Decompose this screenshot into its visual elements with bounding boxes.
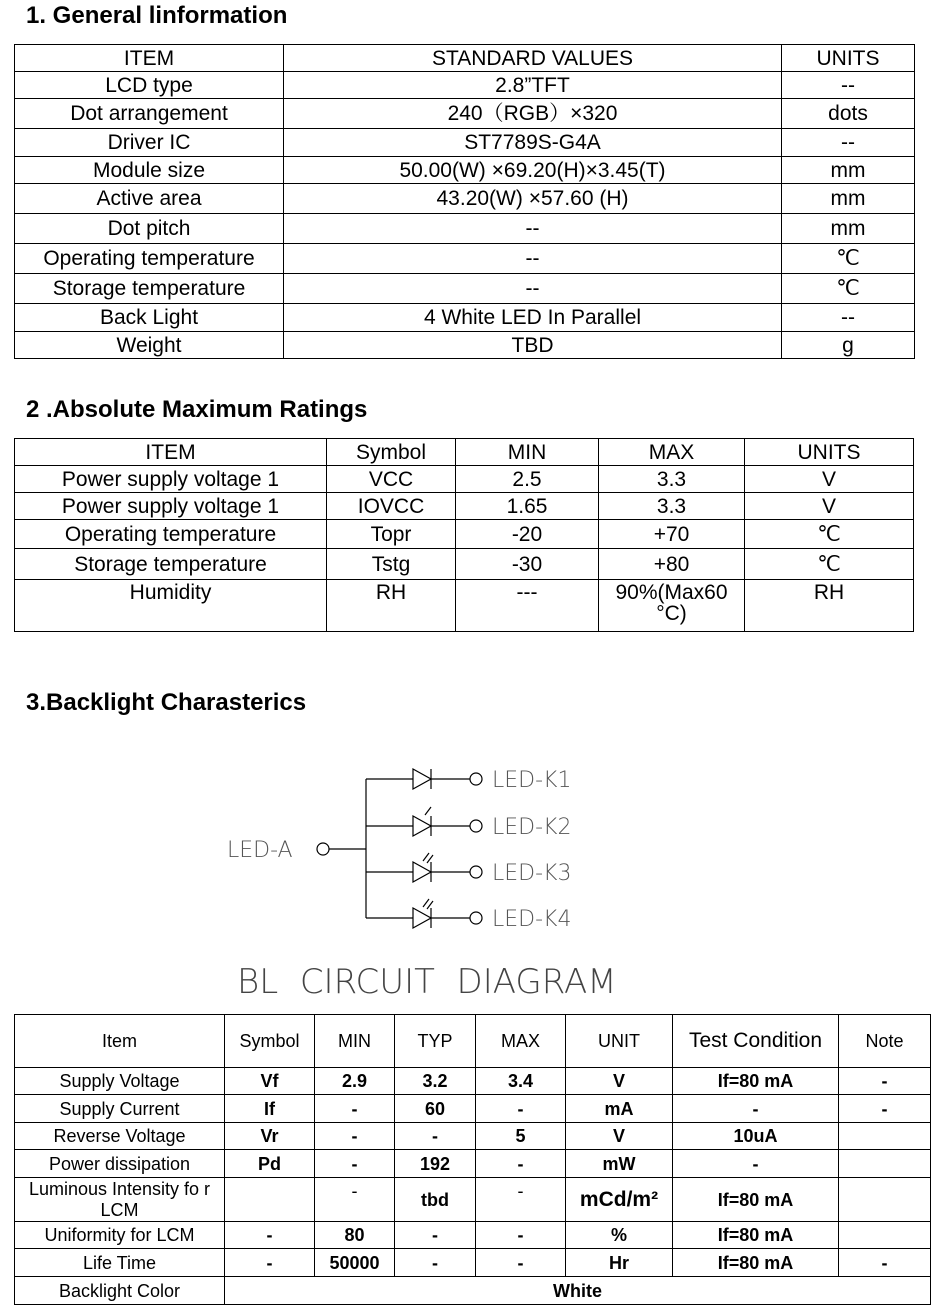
max-cell: +70 bbox=[599, 520, 745, 549]
header-cell: UNIT bbox=[566, 1015, 673, 1068]
symbol-cell: - bbox=[225, 1222, 315, 1249]
min-cell: - bbox=[315, 1150, 395, 1178]
table-row bbox=[15, 1178, 931, 1222]
section-title-general: 1. General linformation bbox=[26, 2, 288, 29]
condition-cell: If=80 mA bbox=[673, 1178, 839, 1222]
item-cell: Backlight Color bbox=[15, 1277, 225, 1305]
condition-cell: If=80 mA bbox=[673, 1222, 839, 1249]
max-cell: 3.4 bbox=[476, 1068, 566, 1095]
unit-cell: ℃ bbox=[745, 549, 914, 580]
unit-cell: mCd/m² bbox=[566, 1178, 673, 1222]
symbol-cell: Vf bbox=[225, 1068, 315, 1095]
general-info-table bbox=[14, 44, 915, 359]
typ-cell: - bbox=[395, 1123, 476, 1150]
max-cell: 3.3 bbox=[599, 493, 745, 520]
value-cell: TBD bbox=[284, 332, 782, 359]
header-cell: TYP bbox=[395, 1015, 476, 1068]
min-cell: 2.5 bbox=[456, 466, 599, 493]
item-cell: LCD type bbox=[15, 72, 284, 99]
unit-cell: mA bbox=[566, 1095, 673, 1123]
item-cell: Storage temperature bbox=[15, 274, 284, 304]
led-k2-label: LED-K2 bbox=[492, 815, 572, 840]
min-cell: - bbox=[315, 1178, 395, 1222]
min-cell: --- bbox=[456, 580, 599, 632]
table-row bbox=[15, 520, 914, 549]
table-row bbox=[15, 244, 915, 274]
item-cell: Active area bbox=[15, 184, 284, 214]
header-cell: UNITS bbox=[745, 439, 914, 466]
led-diode-icon bbox=[366, 807, 482, 836]
led-a-terminal-icon bbox=[317, 843, 329, 855]
header-cell: Note bbox=[839, 1015, 931, 1068]
item-cell: Weight bbox=[15, 332, 284, 359]
unit-cell: mm bbox=[782, 157, 915, 184]
note-cell bbox=[839, 1150, 931, 1178]
header-cell: MAX bbox=[599, 439, 745, 466]
typ-cell: 3.2 bbox=[395, 1068, 476, 1095]
typ-cell: 60 bbox=[395, 1095, 476, 1123]
header-cell: ITEM bbox=[15, 45, 284, 72]
unit-cell: Hr bbox=[566, 1249, 673, 1277]
table-row bbox=[15, 184, 915, 214]
table-row bbox=[15, 332, 915, 359]
section-title-absolute: 2 .Absolute Maximum Ratings bbox=[26, 396, 368, 423]
note-cell: - bbox=[839, 1095, 931, 1123]
condition-cell: If=80 mA bbox=[673, 1249, 839, 1277]
min-cell: 1.65 bbox=[456, 493, 599, 520]
symbol-cell: - bbox=[225, 1249, 315, 1277]
table-row bbox=[15, 214, 915, 244]
max-cell: - bbox=[476, 1249, 566, 1277]
table-header-row bbox=[15, 45, 915, 72]
unit-cell: ℃ bbox=[745, 520, 914, 549]
unit-cell: V bbox=[566, 1123, 673, 1150]
table-row bbox=[15, 304, 915, 332]
min-cell: 2.9 bbox=[315, 1068, 395, 1095]
item-cell: Life Time bbox=[15, 1249, 225, 1277]
header-cell: Symbol bbox=[327, 439, 456, 466]
item-cell: Supply Voltage bbox=[15, 1068, 225, 1095]
symbol-cell: Tstg bbox=[327, 549, 456, 580]
min-cell: - bbox=[315, 1095, 395, 1123]
condition-cell: - bbox=[673, 1095, 839, 1123]
symbol-cell: Topr bbox=[327, 520, 456, 549]
item-cell: Power dissipation bbox=[15, 1150, 225, 1178]
backlight-color-value: White bbox=[225, 1277, 931, 1305]
unit-cell: V bbox=[745, 466, 914, 493]
header-cell: MIN bbox=[315, 1015, 395, 1068]
table-row bbox=[15, 1150, 931, 1178]
led-diode-icon bbox=[366, 899, 482, 928]
table-row bbox=[15, 580, 914, 632]
header-cell: STANDARD VALUES bbox=[284, 45, 782, 72]
typ-cell: 192 bbox=[395, 1150, 476, 1178]
value-cell: 50.00(W) ×69.20(H)×3.45(T) bbox=[284, 157, 782, 184]
note-cell bbox=[839, 1178, 931, 1222]
unit-cell: V bbox=[745, 493, 914, 520]
min-cell: -20 bbox=[456, 520, 599, 549]
item-cell: Back Light bbox=[15, 304, 284, 332]
max-cell: - bbox=[476, 1150, 566, 1178]
symbol-cell: If bbox=[225, 1095, 315, 1123]
header-cell: MIN bbox=[456, 439, 599, 466]
unit-cell: mW bbox=[566, 1150, 673, 1178]
backlight-table bbox=[14, 1014, 931, 1305]
table-row bbox=[15, 157, 915, 184]
item-cell: Dot arrangement bbox=[15, 99, 284, 129]
item-cell: Uniformity for LCM bbox=[15, 1222, 225, 1249]
table-row bbox=[15, 1068, 931, 1095]
table-row bbox=[15, 72, 915, 99]
max-cell: - bbox=[476, 1178, 566, 1222]
typ-cell: - bbox=[395, 1249, 476, 1277]
symbol-cell: VCC bbox=[327, 466, 456, 493]
unit-cell: V bbox=[566, 1068, 673, 1095]
unit-cell: -- bbox=[782, 129, 915, 157]
unit-cell: g bbox=[782, 332, 915, 359]
table-row bbox=[15, 466, 914, 493]
item-cell: Module size bbox=[15, 157, 284, 184]
min-cell: 80 bbox=[315, 1222, 395, 1249]
header-cell: Item bbox=[15, 1015, 225, 1068]
value-cell: 4 White LED In Parallel bbox=[284, 304, 782, 332]
note-cell bbox=[839, 1222, 931, 1249]
table-row bbox=[15, 274, 915, 304]
table-row bbox=[15, 129, 915, 157]
table-header-row bbox=[15, 1015, 931, 1068]
item-cell: Reverse Voltage bbox=[15, 1123, 225, 1150]
note-cell bbox=[839, 1123, 931, 1150]
item-cell: Dot pitch bbox=[15, 214, 284, 244]
note-cell: - bbox=[839, 1068, 931, 1095]
table-row bbox=[15, 1249, 931, 1277]
value-cell: 240（RGB）×320 bbox=[284, 99, 782, 129]
table-row bbox=[15, 99, 915, 129]
header-cell: Symbol bbox=[225, 1015, 315, 1068]
item-cell: Humidity bbox=[15, 580, 327, 632]
max-cell: 5 bbox=[476, 1123, 566, 1150]
header-cell: Test Condition bbox=[673, 1015, 839, 1068]
unit-cell: ℃ bbox=[782, 244, 915, 274]
header-cell: MAX bbox=[476, 1015, 566, 1068]
table-row bbox=[15, 1222, 931, 1249]
min-cell: - bbox=[315, 1123, 395, 1150]
table-row bbox=[15, 549, 914, 580]
table-row bbox=[15, 1123, 931, 1150]
value-cell: -- bbox=[284, 214, 782, 244]
typ-cell: tbd bbox=[395, 1178, 476, 1222]
symbol-cell: IOVCC bbox=[327, 493, 456, 520]
condition-cell: 10uA bbox=[673, 1123, 839, 1150]
led-diode-icon bbox=[366, 769, 482, 789]
symbol-cell: Vr bbox=[225, 1123, 315, 1150]
table-row bbox=[15, 493, 914, 520]
condition-cell: If=80 mA bbox=[673, 1068, 839, 1095]
min-cell: 50000 bbox=[315, 1249, 395, 1277]
max-cell: 90%(Max60 °C) bbox=[599, 580, 745, 632]
led-a-label: LED-A bbox=[227, 838, 293, 863]
header-cell: ITEM bbox=[15, 439, 327, 466]
item-cell: Supply Current bbox=[15, 1095, 225, 1123]
unit-cell: mm bbox=[782, 184, 915, 214]
symbol-cell: Pd bbox=[225, 1150, 315, 1178]
section-title-backlight: 3.Backlight Charasterics bbox=[26, 689, 307, 716]
unit-cell: -- bbox=[782, 72, 915, 99]
max-cell: +80 bbox=[599, 549, 745, 580]
absolute-ratings-table bbox=[14, 438, 914, 632]
value-cell: 2.8”TFT bbox=[284, 72, 782, 99]
symbol-cell: RH bbox=[327, 580, 456, 632]
max-cell: 3.3 bbox=[599, 466, 745, 493]
item-cell: Power supply voltage 1 bbox=[15, 493, 327, 520]
condition-cell: - bbox=[673, 1150, 839, 1178]
unit-cell: ℃ bbox=[782, 274, 915, 304]
item-cell: Operating temperature bbox=[15, 244, 284, 274]
max-cell: - bbox=[476, 1095, 566, 1123]
item-cell: Operating temperature bbox=[15, 520, 327, 549]
min-cell: -30 bbox=[456, 549, 599, 580]
value-cell: ST7789S-G4A bbox=[284, 129, 782, 157]
item-cell: Driver IC bbox=[15, 129, 284, 157]
led-k1-label: LED-K1 bbox=[492, 768, 572, 793]
item-cell: Power supply voltage 1 bbox=[15, 466, 327, 493]
unit-cell: RH bbox=[745, 580, 914, 632]
item-cell: Luminous Intensity fo r LCM bbox=[15, 1178, 225, 1222]
value-cell: 43.20(W) ×57.60 (H) bbox=[284, 184, 782, 214]
item-cell: Storage temperature bbox=[15, 549, 327, 580]
note-cell: - bbox=[839, 1249, 931, 1277]
value-cell: -- bbox=[284, 274, 782, 304]
value-cell: -- bbox=[284, 244, 782, 274]
led-diode-icon bbox=[366, 853, 482, 882]
table-header-row bbox=[15, 439, 914, 466]
table-row bbox=[15, 1095, 931, 1123]
unit-cell: mm bbox=[782, 214, 915, 244]
led-k4-label: LED-K4 bbox=[492, 907, 572, 932]
unit-cell: -- bbox=[782, 304, 915, 332]
unit-cell: dots bbox=[782, 99, 915, 129]
table-row bbox=[15, 1277, 931, 1305]
led-k3-label: LED-K3 bbox=[492, 861, 572, 886]
typ-cell: - bbox=[395, 1222, 476, 1249]
header-cell: UNITS bbox=[782, 45, 915, 72]
max-cell: - bbox=[476, 1222, 566, 1249]
unit-cell: % bbox=[566, 1222, 673, 1249]
diagram-caption: BL CIRCUIT DIAGRAM bbox=[237, 962, 617, 1002]
symbol-cell bbox=[225, 1178, 315, 1222]
